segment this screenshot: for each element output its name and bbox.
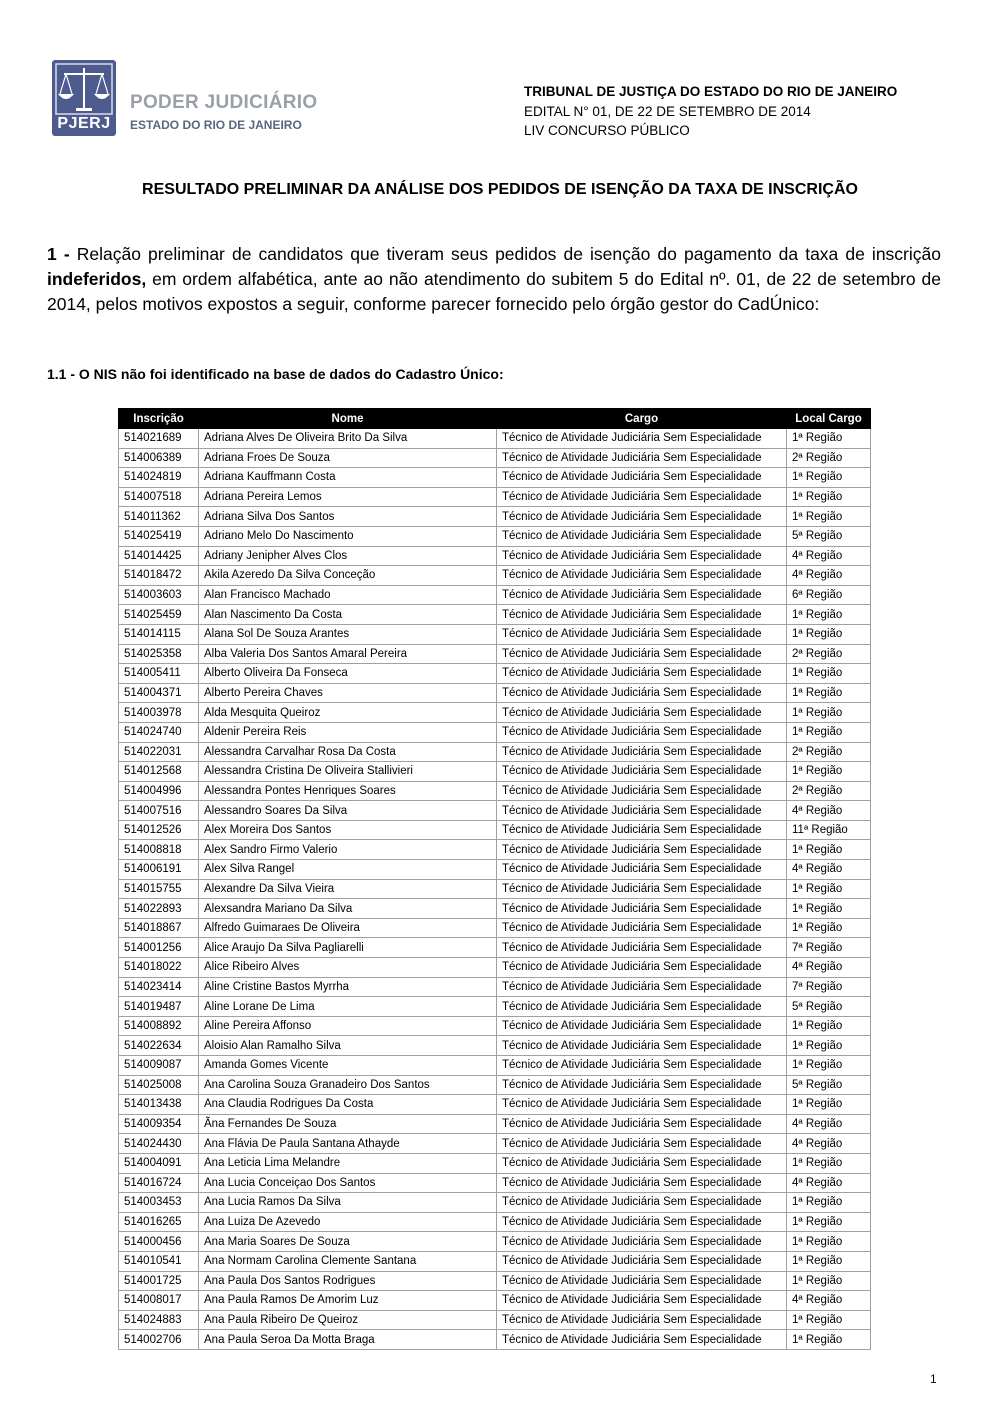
cell-nome: Ana Carolina Souza Granadeiro Dos Santos: [199, 1075, 497, 1095]
table-row: [119, 546, 871, 566]
table-row: [119, 958, 871, 978]
scales-svg: [52, 60, 116, 118]
cell-inscricao: 514025358: [119, 644, 199, 664]
cell-nome: Aloisio Alan Ramalho Silva: [199, 1036, 497, 1056]
cell-inscricao: 514022634: [119, 1036, 199, 1056]
table-row: [119, 997, 871, 1017]
cell-cargo: Técnico de Atividade Judiciária Sem Especialidade: [497, 448, 787, 468]
cell-local-cargo: 11ª Região: [787, 820, 871, 840]
cell-inscricao: 514006191: [119, 860, 199, 880]
table-row: [119, 801, 871, 821]
table-row: [119, 487, 871, 507]
cell-nome: Alice Ribeiro Alves: [199, 958, 497, 978]
table-row: [119, 762, 871, 782]
cell-nome: Ana Paula Dos Santos Rodrigues: [199, 1271, 497, 1291]
logo-title: PODER JUDICIÁRIO: [130, 92, 318, 113]
cell-cargo: Técnico de Atividade Judiciária Sem Especialidade: [497, 1330, 787, 1350]
cell-inscricao: 514009087: [119, 1056, 199, 1076]
cell-inscricao: 514016724: [119, 1173, 199, 1193]
cell-nome: Adriana Froes De Souza: [199, 448, 497, 468]
cell-cargo: Técnico de Atividade Judiciária Sem Especialidade: [497, 624, 787, 644]
intro-bold-word: indeferidos,: [47, 269, 147, 289]
cell-cargo: Técnico de Atividade Judiciária Sem Especialidade: [497, 860, 787, 880]
cell-cargo: Técnico de Atividade Judiciária Sem Especialidade: [497, 820, 787, 840]
cell-local-cargo: 1ª Região: [787, 487, 871, 507]
cell-cargo: Técnico de Atividade Judiciária Sem Especialidade: [497, 566, 787, 586]
cell-nome: Adriany Jenipher Alves Clos: [199, 546, 497, 566]
table-row: [119, 1193, 871, 1213]
cell-cargo: Técnico de Atividade Judiciária Sem Especialidade: [497, 781, 787, 801]
column-header-local-cargo: Local Cargo: [787, 409, 871, 429]
cell-inscricao: 514024819: [119, 468, 199, 488]
cell-cargo: Técnico de Atividade Judiciária Sem Especialidade: [497, 1153, 787, 1173]
cell-nome: Ana Luiza De Azevedo: [199, 1212, 497, 1232]
cell-inscricao: 514009354: [119, 1114, 199, 1134]
cell-local-cargo: 1ª Região: [787, 1232, 871, 1252]
cell-cargo: Técnico de Atividade Judiciária Sem Especialidade: [497, 997, 787, 1017]
cell-local-cargo: 1ª Região: [787, 879, 871, 899]
cell-inscricao: 514018472: [119, 566, 199, 586]
header-court-name: TRIBUNAL DE JUSTIÇA DO ESTADO DO RIO DE JANEIRO: [524, 84, 898, 99]
cell-inscricao: 514004996: [119, 781, 199, 801]
cell-local-cargo: 2ª Região: [787, 644, 871, 664]
cell-nome: Alexsandra Mariano Da Silva: [199, 899, 497, 919]
cell-cargo: Técnico de Atividade Judiciária Sem Especialidade: [497, 840, 787, 860]
cell-cargo: Técnico de Atividade Judiciária Sem Especialidade: [497, 1114, 787, 1134]
cell-cargo: Técnico de Atividade Judiciária Sem Especialidade: [497, 1291, 787, 1311]
cell-local-cargo: 1ª Região: [787, 1036, 871, 1056]
cell-local-cargo: 1ª Região: [787, 507, 871, 527]
cell-cargo: Técnico de Atividade Judiciária Sem Especialidade: [497, 1173, 787, 1193]
cell-cargo: Técnico de Atividade Judiciária Sem Especialidade: [497, 585, 787, 605]
cell-nome: Alessandra Cristina De Oliveira Stallivieri: [199, 762, 497, 782]
table-row: [119, 1075, 871, 1095]
cell-local-cargo: 4ª Região: [787, 958, 871, 978]
cell-inscricao: 514004371: [119, 683, 199, 703]
cell-local-cargo: 7ª Região: [787, 938, 871, 958]
cell-inscricao: 514003978: [119, 703, 199, 723]
header-contest: LIV CONCURSO PÚBLICO: [524, 123, 690, 138]
cell-cargo: Técnico de Atividade Judiciária Sem Especialidade: [497, 879, 787, 899]
cell-local-cargo: 4ª Região: [787, 801, 871, 821]
table-row: [119, 918, 871, 938]
cell-nome: Ana Lucia Conceiçao Dos Santos: [199, 1173, 497, 1193]
cell-nome: Alex Sandro Firmo Valerio: [199, 840, 497, 860]
cell-cargo: Técnico de Atividade Judiciária Sem Especialidade: [497, 1036, 787, 1056]
cell-local-cargo: 1ª Região: [787, 899, 871, 919]
cell-inscricao: 514002706: [119, 1330, 199, 1350]
cell-nome: Aline Lorane De Lima: [199, 997, 497, 1017]
cell-nome: Ana Paula Ribeiro De Queiroz: [199, 1310, 497, 1330]
cell-nome: Alberto Oliveira Da Fonseca: [199, 664, 497, 684]
cell-cargo: Técnico de Atividade Judiciária Sem Especialidade: [497, 664, 787, 684]
cell-cargo: Técnico de Atividade Judiciária Sem Especialidade: [497, 1212, 787, 1232]
table-row: [119, 1310, 871, 1330]
cell-local-cargo: 1ª Região: [787, 1193, 871, 1213]
cell-local-cargo: 5ª Região: [787, 997, 871, 1017]
cell-cargo: Técnico de Atividade Judiciária Sem Especialidade: [497, 526, 787, 546]
cell-cargo: Técnico de Atividade Judiciária Sem Especialidade: [497, 1310, 787, 1330]
cell-inscricao: 514025008: [119, 1075, 199, 1095]
cell-inscricao: 514005411: [119, 664, 199, 684]
table-row: [119, 605, 871, 625]
cell-inscricao: 514023414: [119, 977, 199, 997]
cell-cargo: Técnico de Atividade Judiciária Sem Especialidade: [497, 1056, 787, 1076]
column-header-nome: Nome: [199, 409, 497, 429]
cell-local-cargo: 1ª Região: [787, 918, 871, 938]
table-row: [119, 1212, 871, 1232]
cell-local-cargo: 1ª Região: [787, 1153, 871, 1173]
cell-nome: Aline Pereira Affonso: [199, 1016, 497, 1036]
cell-nome: Ana Claudia Rodrigues Da Costa: [199, 1095, 497, 1115]
cell-local-cargo: 1ª Região: [787, 1310, 871, 1330]
cell-inscricao: 514022893: [119, 899, 199, 919]
cell-inscricao: 514003453: [119, 1193, 199, 1213]
cell-cargo: Técnico de Atividade Judiciária Sem Especialidade: [497, 487, 787, 507]
cell-nome: Alana Sol De Souza Arantes: [199, 624, 497, 644]
table-row: [119, 507, 871, 527]
cell-local-cargo: 1ª Região: [787, 1330, 871, 1350]
cell-inscricao: 514000456: [119, 1232, 199, 1252]
cell-local-cargo: 1ª Região: [787, 1212, 871, 1232]
cell-local-cargo: 4ª Região: [787, 1173, 871, 1193]
table-row: [119, 644, 871, 664]
cell-cargo: Técnico de Atividade Judiciária Sem Especialidade: [497, 1271, 787, 1291]
cell-inscricao: 514012568: [119, 762, 199, 782]
cell-local-cargo: 1ª Região: [787, 605, 871, 625]
table-row: [119, 1173, 871, 1193]
cell-inscricao: 514014115: [119, 624, 199, 644]
cell-cargo: Técnico de Atividade Judiciária Sem Especialidade: [497, 1075, 787, 1095]
table-row: [119, 585, 871, 605]
cell-inscricao: 514004091: [119, 1153, 199, 1173]
cell-local-cargo: 7ª Região: [787, 977, 871, 997]
cell-local-cargo: 4ª Região: [787, 546, 871, 566]
cell-local-cargo: 2ª Região: [787, 742, 871, 762]
cell-cargo: Técnico de Atividade Judiciária Sem Especialidade: [497, 1251, 787, 1271]
cell-inscricao: 514010541: [119, 1251, 199, 1271]
cell-local-cargo: 4ª Região: [787, 566, 871, 586]
cell-nome: Adriana Pereira Lemos: [199, 487, 497, 507]
table-row: [119, 526, 871, 546]
cell-local-cargo: 1ª Região: [787, 722, 871, 742]
cell-cargo: Técnico de Atividade Judiciária Sem Especialidade: [497, 1232, 787, 1252]
cell-cargo: Técnico de Atividade Judiciária Sem Especialidade: [497, 742, 787, 762]
table-row: [119, 820, 871, 840]
table-row: [119, 1251, 871, 1271]
cell-nome: Alan Francisco Machado: [199, 585, 497, 605]
cell-cargo: Técnico de Atividade Judiciária Sem Especialidade: [497, 938, 787, 958]
cell-cargo: Técnico de Atividade Judiciária Sem Especialidade: [497, 977, 787, 997]
table-row: [119, 1330, 871, 1350]
table-row: [119, 448, 871, 468]
cell-nome: Alex Silva Rangel: [199, 860, 497, 880]
cell-nome: Alba Valeria Dos Santos Amaral Pereira: [199, 644, 497, 664]
cell-inscricao: 514022031: [119, 742, 199, 762]
cell-local-cargo: 6ª Região: [787, 585, 871, 605]
cell-local-cargo: 5ª Região: [787, 1075, 871, 1095]
cell-local-cargo: 2ª Região: [787, 781, 871, 801]
cell-inscricao: 514019487: [119, 997, 199, 1017]
cell-local-cargo: 1ª Região: [787, 624, 871, 644]
cell-local-cargo: 4ª Região: [787, 860, 871, 880]
cell-local-cargo: 1ª Região: [787, 1056, 871, 1076]
cell-inscricao: 514003603: [119, 585, 199, 605]
cell-cargo: Técnico de Atividade Judiciária Sem Especialidade: [497, 1016, 787, 1036]
table-row: [119, 1291, 871, 1311]
cell-cargo: Técnico de Atividade Judiciária Sem Especialidade: [497, 429, 787, 449]
cell-nome: Adriano Melo Do Nascimento: [199, 526, 497, 546]
cell-nome: Ana Paula Ramos De Amorim Luz: [199, 1291, 497, 1311]
cell-cargo: Técnico de Atividade Judiciária Sem Especialidade: [497, 1095, 787, 1115]
cell-nome: Adriana Alves De Oliveira Brito Da Silva: [199, 429, 497, 449]
cell-local-cargo: 1ª Região: [787, 683, 871, 703]
cell-inscricao: 514025459: [119, 605, 199, 625]
cell-nome: Akila Azeredo Da Silva Conceção: [199, 566, 497, 586]
cell-cargo: Técnico de Atividade Judiciária Sem Especialidade: [497, 703, 787, 723]
cell-cargo: Técnico de Atividade Judiciária Sem Especialidade: [497, 1134, 787, 1154]
cell-nome: Ana Lucia Ramos Da Silva: [199, 1193, 497, 1213]
cell-nome: Ãna Fernandes De Souza: [199, 1114, 497, 1134]
cell-cargo: Técnico de Atividade Judiciária Sem Especialidade: [497, 762, 787, 782]
cell-inscricao: 514008818: [119, 840, 199, 860]
cell-inscricao: 514013438: [119, 1095, 199, 1115]
cell-cargo: Técnico de Atividade Judiciária Sem Especialidade: [497, 918, 787, 938]
cell-inscricao: 514006389: [119, 448, 199, 468]
table-row: [119, 722, 871, 742]
cell-local-cargo: 1ª Região: [787, 762, 871, 782]
table-row: [119, 977, 871, 997]
cell-nome: Adriana Silva Dos Santos: [199, 507, 497, 527]
intro-number: 1 -: [47, 244, 70, 264]
cell-nome: Alexandre Da Silva Vieira: [199, 879, 497, 899]
cell-inscricao: 514021689: [119, 429, 199, 449]
cell-cargo: Técnico de Atividade Judiciária Sem Especialidade: [497, 605, 787, 625]
cell-nome: Alan Nascimento Da Costa: [199, 605, 497, 625]
logo-emblem-text: PJERJ: [57, 115, 111, 132]
cell-nome: Ana Normam Carolina Clemente Santana: [199, 1251, 497, 1271]
cell-nome: Alice Araujo Da Silva Pagliarelli: [199, 938, 497, 958]
table-row: [119, 742, 871, 762]
table-row: [119, 938, 871, 958]
cell-cargo: Técnico de Atividade Judiciária Sem Especialidade: [497, 958, 787, 978]
cell-inscricao: 514001725: [119, 1271, 199, 1291]
cell-nome: Ana Leticia Lima Melandre: [199, 1153, 497, 1173]
cell-local-cargo: 4ª Região: [787, 1114, 871, 1134]
table-row: [119, 664, 871, 684]
cell-local-cargo: 1ª Região: [787, 1016, 871, 1036]
cell-inscricao: 514018022: [119, 958, 199, 978]
table-row: [119, 566, 871, 586]
cell-nome: Amanda Gomes Vicente: [199, 1056, 497, 1076]
table-row: [119, 1036, 871, 1056]
cell-nome: Adriana Kauffmann Costa: [199, 468, 497, 488]
cell-nome: Ana Flávia De Paula Santana Athayde: [199, 1134, 497, 1154]
cell-cargo: Técnico de Atividade Judiciária Sem Especialidade: [497, 1193, 787, 1213]
table-header-row: [119, 409, 871, 429]
column-header-cargo: Cargo: [497, 409, 787, 429]
table-row: [119, 879, 871, 899]
table-row: [119, 1232, 871, 1252]
cell-nome: Alfredo Guimaraes De Oliveira: [199, 918, 497, 938]
cell-local-cargo: 2ª Região: [787, 448, 871, 468]
table-body: [119, 429, 871, 1350]
cell-cargo: Técnico de Atividade Judiciária Sem Especialidade: [497, 801, 787, 821]
logo-subtitle: ESTADO DO RIO DE JANEIRO: [130, 118, 302, 132]
cell-nome: Alda Mesquita Queiroz: [199, 703, 497, 723]
cell-inscricao: 514007516: [119, 801, 199, 821]
cell-cargo: Técnico de Atividade Judiciária Sem Especialidade: [497, 683, 787, 703]
cell-cargo: Técnico de Atividade Judiciária Sem Especialidade: [497, 644, 787, 664]
document-header: [524, 82, 897, 141]
cell-nome: Alessandra Carvalhar Rosa Da Costa: [199, 742, 497, 762]
table-row: [119, 1153, 871, 1173]
intro-text-before: Relação preliminar de candidatos que tiveram seus pedidos de isenção do pagamento da taxa de inscrição: [69, 244, 941, 264]
cell-nome: Alessandro Soares Da Silva: [199, 801, 497, 821]
cell-local-cargo: 1ª Região: [787, 468, 871, 488]
column-header-inscricao: Inscrição: [119, 409, 199, 429]
table-row: [119, 1114, 871, 1134]
cell-inscricao: 514016265: [119, 1212, 199, 1232]
cell-local-cargo: 1ª Região: [787, 429, 871, 449]
cell-inscricao: 514008017: [119, 1291, 199, 1311]
cell-cargo: Técnico de Atividade Judiciária Sem Especialidade: [497, 468, 787, 488]
cell-cargo: Técnico de Atividade Judiciária Sem Especialidade: [497, 899, 787, 919]
scales-of-justice-icon: [52, 60, 116, 136]
cell-nome: Alberto Pereira Chaves: [199, 683, 497, 703]
cell-cargo: Técnico de Atividade Judiciária Sem Especialidade: [497, 507, 787, 527]
cell-inscricao: 514024430: [119, 1134, 199, 1154]
pjerj-logo: [52, 60, 318, 136]
table-row: [119, 683, 871, 703]
table-row: [119, 1271, 871, 1291]
cell-nome: Aldenir Pereira Reis: [199, 722, 497, 742]
cell-inscricao: 514014425: [119, 546, 199, 566]
cell-local-cargo: 5ª Região: [787, 526, 871, 546]
cell-local-cargo: 1ª Região: [787, 840, 871, 860]
table-row: [119, 468, 871, 488]
table-row: [119, 703, 871, 723]
table-row: [119, 840, 871, 860]
table-row: [119, 1016, 871, 1036]
cell-nome: Alex Moreira Dos Santos: [199, 820, 497, 840]
cell-nome: Alessandra Pontes Henriques Soares: [199, 781, 497, 801]
cell-inscricao: 514007518: [119, 487, 199, 507]
table-row: [119, 624, 871, 644]
cell-local-cargo: 1ª Região: [787, 1271, 871, 1291]
table-row: [119, 1095, 871, 1115]
cell-inscricao: 514015755: [119, 879, 199, 899]
cell-nome: Ana Paula Seroa Da Motta Braga: [199, 1330, 497, 1350]
cell-inscricao: 514008892: [119, 1016, 199, 1036]
cell-inscricao: 514012526: [119, 820, 199, 840]
cell-local-cargo: 1ª Região: [787, 664, 871, 684]
table-row: [119, 860, 871, 880]
cell-cargo: Técnico de Atividade Judiciária Sem Especialidade: [497, 722, 787, 742]
cell-inscricao: 514025419: [119, 526, 199, 546]
table-row: [119, 899, 871, 919]
cell-inscricao: 514001256: [119, 938, 199, 958]
cell-inscricao: 514011362: [119, 507, 199, 527]
cell-inscricao: 514024740: [119, 722, 199, 742]
intro-text-after: em ordem alfabética, ante ao não atendimento do subitem 5 do Edital nº. 01, de 22 de setembro de 2014, pelos motivos expostos a seguir, conforme parecer fornecido pelo órgão gestor do CadÚnico:: [47, 269, 941, 314]
table-row: [119, 1134, 871, 1154]
header-edital: EDITAL N° 01, DE 22 DE SETEMBRO DE 2014: [524, 103, 811, 119]
subsection-heading: 1.1 - O NIS não foi identificado na base de dados do Cadastro Único:: [47, 366, 504, 382]
table-row: [119, 1056, 871, 1076]
document-title: RESULTADO PRELIMINAR DA ANÁLISE DOS PEDIDOS DE ISENÇÃO DA TAXA DE INSCRIÇÃO: [142, 181, 858, 198]
table-row: [119, 781, 871, 801]
cell-local-cargo: 1ª Região: [787, 703, 871, 723]
table-row: [119, 429, 871, 449]
page-number: 1: [930, 1372, 937, 1386]
candidates-table: [118, 408, 871, 1350]
cell-local-cargo: 1ª Região: [787, 1251, 871, 1271]
cell-cargo: Técnico de Atividade Judiciária Sem Especialidade: [497, 546, 787, 566]
cell-nome: Ana Maria Soares De Souza: [199, 1232, 497, 1252]
cell-inscricao: 514024883: [119, 1310, 199, 1330]
cell-local-cargo: 4ª Região: [787, 1134, 871, 1154]
cell-local-cargo: 1ª Região: [787, 1095, 871, 1115]
cell-local-cargo: 4ª Região: [787, 1291, 871, 1311]
intro-paragraph: [47, 242, 941, 317]
cell-inscricao: 514018867: [119, 918, 199, 938]
cell-nome: Aline Cristine Bastos Myrrha: [199, 977, 497, 997]
